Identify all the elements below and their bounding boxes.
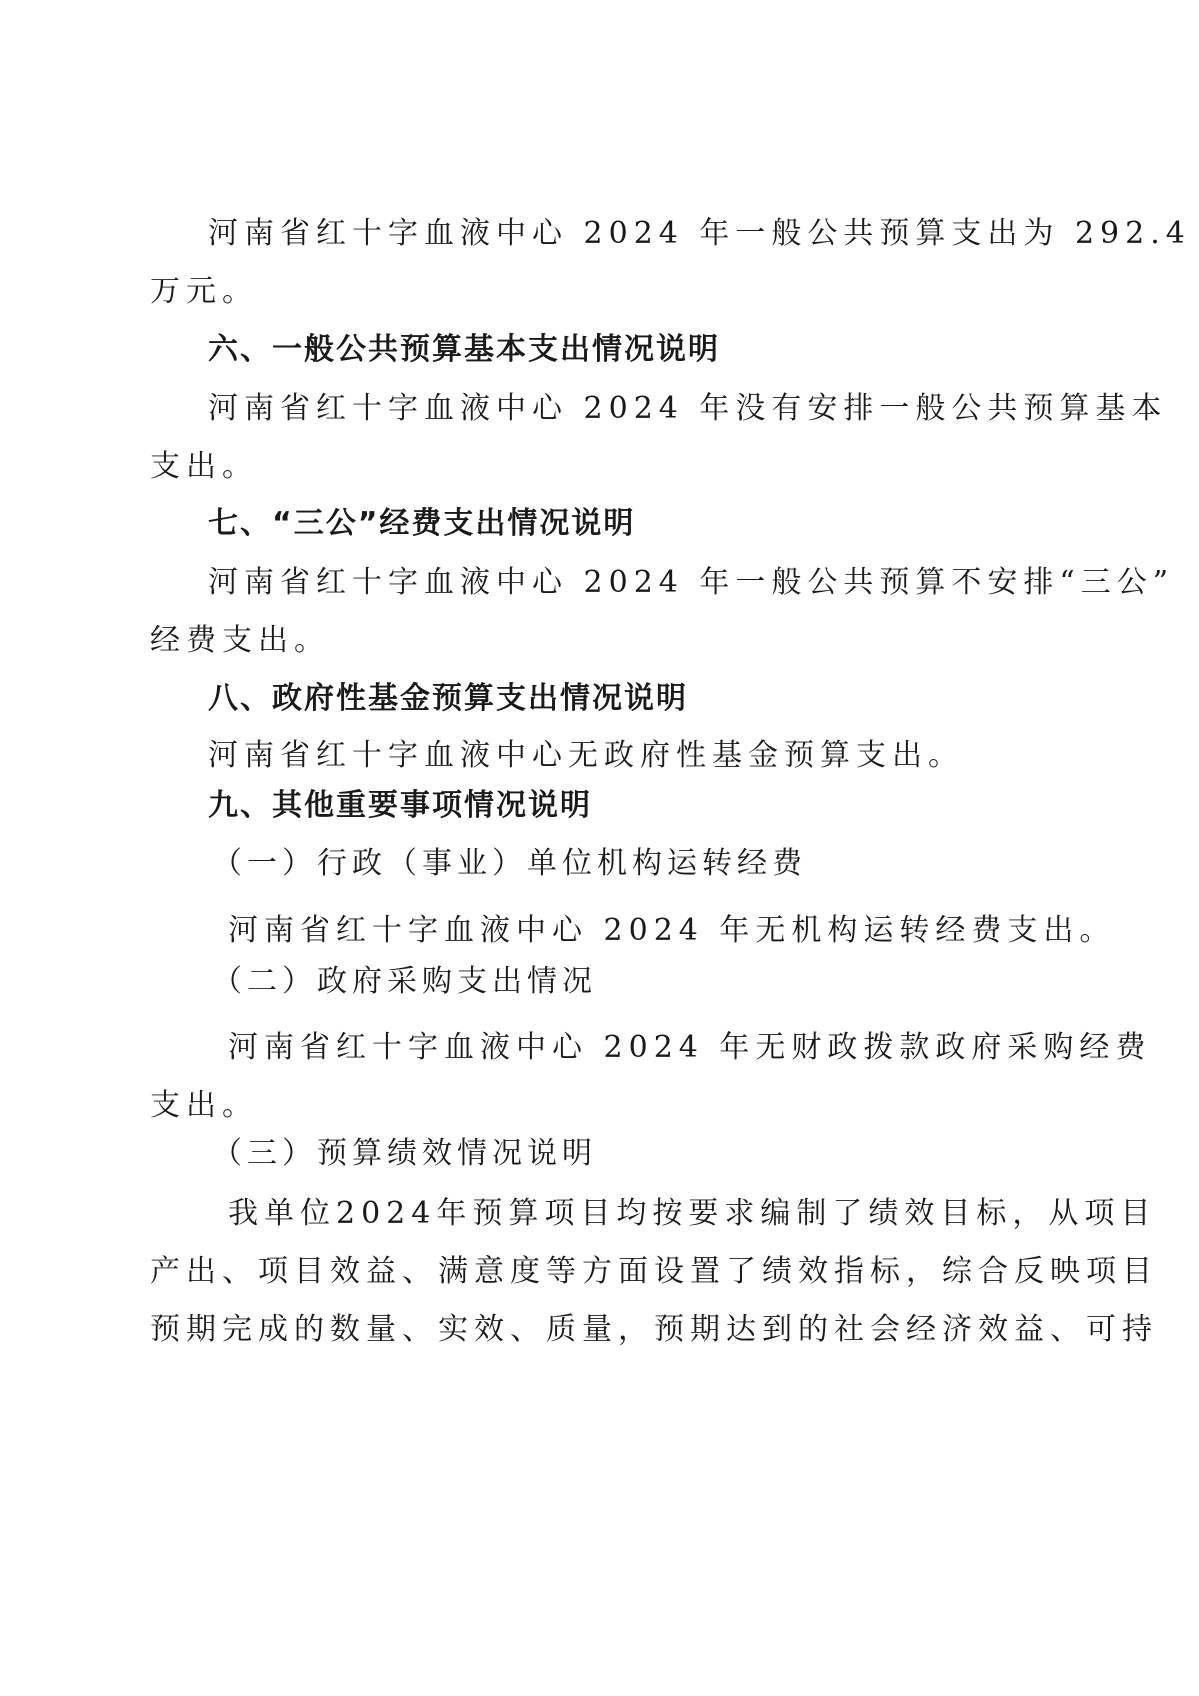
paragraph-line: 河南省红十字血液中心 2024 年一般公共预算不安排“三公” (208, 565, 1175, 600)
section-heading-7: 七、“三公”经费支出情况说明 (208, 506, 636, 541)
paragraph-line: 河南省红十字血液中心 2024 年没有安排一般公共预算基本 (208, 391, 1168, 426)
subsection-heading-2: （二）政府采购支出情况 (212, 964, 597, 999)
subsection-heading-3: （三）预算绩效情况说明 (212, 1136, 597, 1171)
section-heading-8: 八、政府性基金预算支出情况说明 (208, 681, 688, 716)
paragraph-line: 支出。 (150, 449, 258, 484)
paragraph-line: 河南省红十字血液中心 2024 年一般公共预算支出为 292.4 (208, 216, 1191, 251)
section-heading-9: 九、其他重要事项情况说明 (208, 788, 592, 823)
paragraph-line: 经费支出。 (150, 623, 330, 658)
paragraph-line: 产出、项目效益、满意度等方面设置了绩效指标，综合反映项目 (150, 1254, 1158, 1289)
subsection-heading-1: （一）行政（事业）单位机构运转经费 (212, 846, 807, 881)
paragraph-line: 我单位2024年预算项目均按要求编制了绩效目标，从项目 (228, 1196, 1157, 1231)
paragraph-line: 河南省红十字血液中心无政府性基金预算支出。 (208, 738, 964, 773)
section-heading-6: 六、一般公共预算基本支出情况说明 (208, 332, 720, 367)
paragraph-line: 预期完成的数量、实效、质量，预期达到的社会经济效益、可持 (150, 1312, 1158, 1347)
paragraph-line: 支出。 (150, 1088, 258, 1123)
paragraph-line: 河南省红十字血液中心 2024 年无机构运转经费支出。 (228, 913, 1116, 948)
paragraph-line: 河南省红十字血液中心 2024 年无财政拨款政府采购经费 (228, 1030, 1152, 1065)
paragraph-line: 万元。 (150, 274, 258, 309)
